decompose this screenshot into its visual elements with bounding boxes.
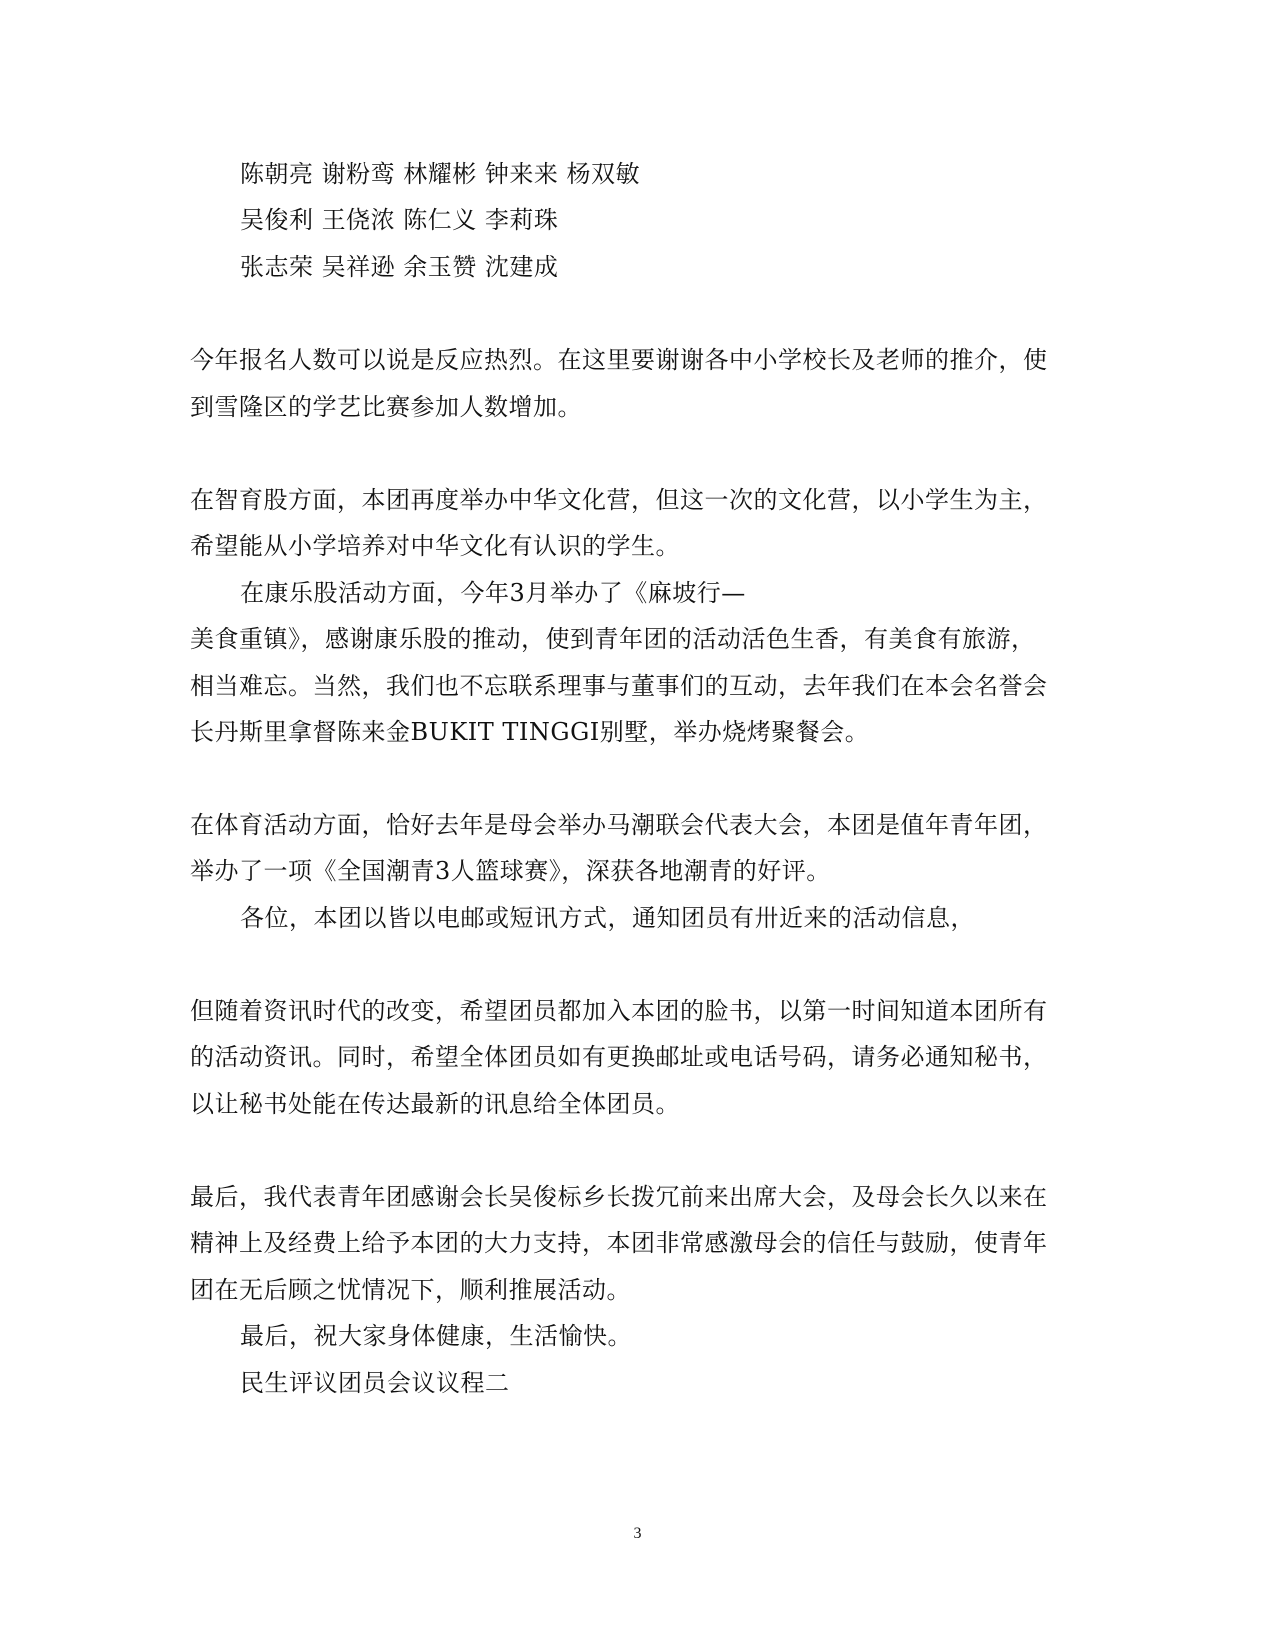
paragraph-line: 到雪隆区的学艺比赛参加人数增加。 — [190, 393, 582, 421]
paragraph-line: 精神上及经费上给予本团的大力支持，本团非常感激母会的信任与鼓励，使青年 — [190, 1229, 1048, 1257]
paragraph-line: 以让秘书处能在传达最新的讯息给全体团员。 — [190, 1090, 680, 1118]
paragraph-line: 在康乐股活动方面，今年3月举办了《麻坡行— — [240, 579, 746, 607]
paragraph-line: 希望能从小学培养对中华文化有认识的学生。 — [190, 532, 680, 560]
name-list-line: 张志荣 吴祥逊 余玉赞 沈建成 — [240, 253, 559, 281]
paragraph-line: 长丹斯里拿督陈来金BUKIT TINGGI别墅，举办烧烤聚餐会。 — [190, 718, 870, 746]
paragraph-line: 的活动资讯。同时，希望全体团员如有更换邮址或电话号码，请务必通知秘书， — [190, 1043, 1048, 1071]
paragraph-line: 美食重镇》，感谢康乐股的推动，使到青年团的活动活色生香，有美食有旅游， — [190, 625, 1036, 653]
section-heading: 民生评议团员会议议程二 — [240, 1369, 510, 1397]
paragraph-line: 相当难忘。当然，我们也不忘联系理事与董事们的互动，去年我们在本会名誉会 — [190, 672, 1048, 700]
paragraph-line: 但随着资讯时代的改变，希望团员都加入本团的脸书，以第一时间知道本团所有 — [190, 997, 1048, 1025]
page-number: 3 — [633, 1525, 642, 1542]
name-list-line: 陈朝亮 谢粉鸾 林耀彬 钟来来 杨双敏 — [240, 160, 641, 188]
paragraph-line: 团在无后顾之忧情况下，顺利推展活动。 — [190, 1276, 631, 1304]
paragraph-line: 今年报名人数可以说是反应热烈。在这里要谢谢各中小学校长及老师的推介，使 — [190, 346, 1048, 374]
paragraph-line: 最后，我代表青年团感谢会长吴俊标乡长拨冗前来出席大会，及母会长久以来在 — [190, 1183, 1048, 1211]
paragraph-line: 在智育股方面，本团再度举办中华文化营，但这一次的文化营，以小学生为主， — [190, 486, 1048, 514]
name-list-line: 吴俊利 王侥浓 陈仁义 李莉珠 — [240, 206, 559, 234]
paragraph-line: 各位，本团以皆以电邮或短讯方式，通知团员有卅近来的活动信息， — [240, 904, 975, 932]
paragraph-line: 举办了一项《全国潮青3人篮球赛》，深获各地潮青的好评。 — [190, 857, 831, 885]
paragraph-line: 最后，祝大家身体健康，生活愉快。 — [240, 1322, 632, 1350]
paragraph-line: 在体育活动方面，恰好去年是母会举办马潮联会代表大会，本团是值年青年团， — [190, 811, 1048, 839]
